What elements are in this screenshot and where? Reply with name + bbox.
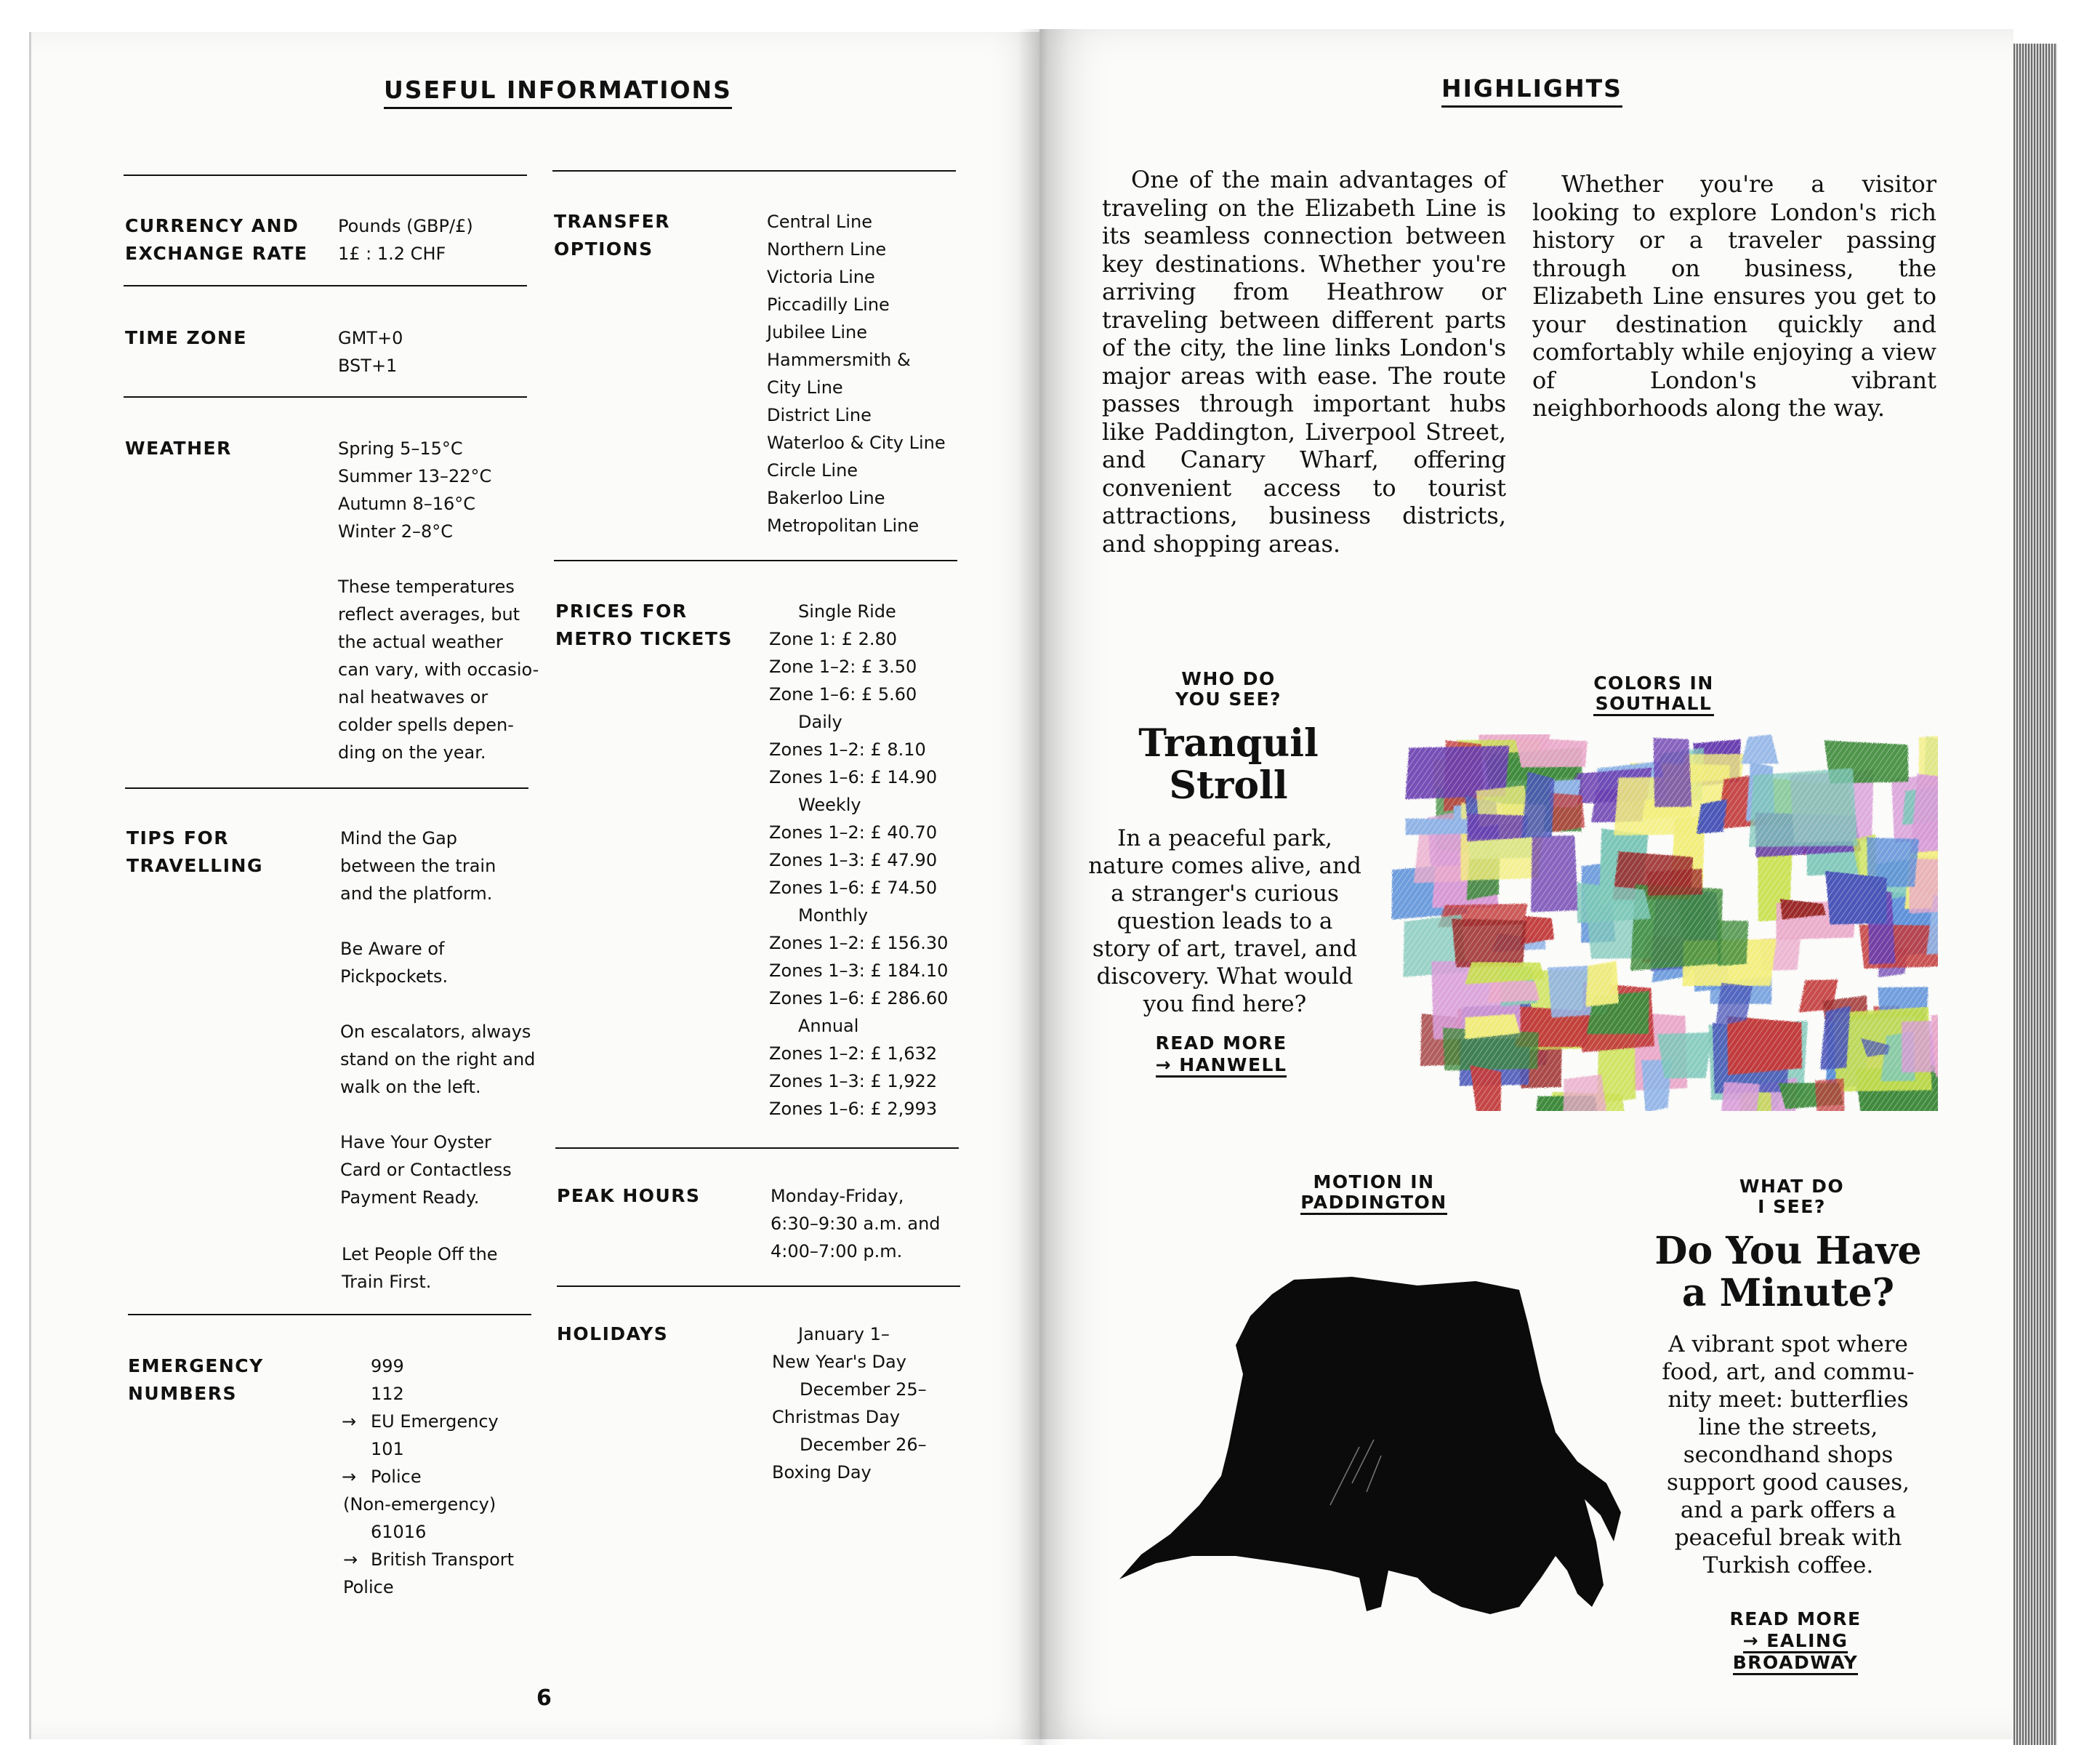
- prices-label: PRICES FOR METRO TICKETS: [555, 601, 733, 649]
- emergency-service: British Transport: [371, 1549, 515, 1570]
- emergency-label: EMERGENCY NUMBERS: [128, 1355, 264, 1404]
- tip-item: Be Aware of Pickpockets.: [340, 939, 448, 987]
- holiday-date: January 1–: [798, 1324, 890, 1344]
- divider: [124, 175, 527, 176]
- price-group-heading: Weekly: [798, 795, 861, 815]
- feature-kicker: WHAT DO I SEE?: [1739, 1176, 1845, 1217]
- list-item: Metropolitan Line: [767, 516, 920, 536]
- price-group-heading: Single Ride: [798, 601, 896, 622]
- feature-title: Tranquil Stroll: [1138, 721, 1319, 808]
- weather-value: Spring 5–15°C Summer 13–22°C Autumn 8–16°C Winter 2–8°C: [338, 438, 492, 542]
- list-item: Circle Line: [767, 460, 858, 481]
- list-item: Bakerloo Line: [767, 488, 885, 508]
- price-item: Zone 1–6: £ 5.60: [769, 684, 917, 705]
- divider: [124, 396, 527, 398]
- emergency-service: EU Emergency: [371, 1411, 499, 1432]
- book-spine: [1018, 29, 1069, 1745]
- list-item: District Line: [767, 405, 872, 425]
- divider: [128, 1314, 531, 1315]
- feature-kicker: WHO DO YOU SEE?: [1175, 668, 1282, 710]
- read-more-link[interactable]: [1134, 1032, 1308, 1076]
- peak-hours-value: Monday-Friday, 6:30–9:30 a.m. and 4:00–7:00 p.m.: [771, 1186, 941, 1261]
- image-caption-text: COLORS IN SOUTHALL: [1593, 673, 1714, 716]
- divider: [554, 560, 957, 561]
- list-item: Victoria Line: [767, 267, 875, 287]
- highlights-heading: HIGHLIGHTS: [1441, 74, 1622, 108]
- divider: [125, 787, 528, 789]
- arrow-right-icon: →: [342, 1467, 357, 1487]
- divider: [552, 170, 956, 172]
- list-item: Piccadilly Line: [767, 294, 890, 315]
- transfer-lines-list: [767, 208, 946, 539]
- price-item: Zones 1–2: £ 156.30: [769, 933, 949, 953]
- price-item: Zones 1–2: £ 40.70: [769, 822, 938, 843]
- intro-column-2: Whether you're a visitor looking to explore London's rich history or a traveler passing through on business, the Elizabeth Line ensures you get to your destination quickly and comfortably while enjoying a view of London's vibrant neighborhoods along the way.: [1532, 170, 1936, 422]
- divider: [555, 1147, 959, 1149]
- price-item: Zones 1–3: £ 184.10: [769, 960, 949, 981]
- transfer-label: TRANSFER OPTIONS: [554, 211, 670, 260]
- price-item: Zones 1–6: £ 2,993: [769, 1099, 938, 1119]
- list-item: Hammersmith &: [767, 350, 911, 370]
- divider: [557, 1285, 960, 1287]
- feature-title: Do You Have a Minute?: [1654, 1229, 1922, 1315]
- currency-label: CURRENCY AND EXCHANGE RATE: [125, 215, 308, 264]
- feature-text: A vibrant spot where food, art, and commu- nity meet: butterflies line the streets, secondhand shops support good causes, and a park offers a peaceful break with Turkish coffee.: [1662, 1331, 1915, 1579]
- emergency-service: (Non-emergency): [343, 1494, 496, 1515]
- holidays-label: HOLIDAYS: [557, 1323, 669, 1344]
- time-zone-label: TIME ZONE: [125, 327, 247, 348]
- ticket-prices-list: [769, 598, 948, 1123]
- arrow-right-icon: →: [343, 1549, 358, 1570]
- tips-label: TIPS FOR TRAVELLING: [126, 827, 263, 876]
- feature-text: In a peaceful park, nature comes alive, and a stranger's curious question leads to a story of art, travel, and discovery. What would you find here?: [1088, 825, 1361, 1017]
- divider: [124, 285, 527, 286]
- emergency-number: 999: [371, 1356, 404, 1376]
- page-number: 6: [536, 1685, 552, 1711]
- emergency-number: 112: [371, 1384, 404, 1404]
- currency-value: Pounds (GBP/£) 1£ : 1.2 CHF: [338, 216, 473, 264]
- price-item: Zones 1–3: £ 47.90: [769, 850, 938, 870]
- weather-note: These temperatures reflect averages, but the actual weather can vary, with occasio- nal heatwaves or colder spells depen- ding on the year.: [338, 577, 539, 763]
- useful-informations-heading: USEFUL INFORMATIONS: [384, 76, 732, 109]
- emergency-number: 101: [371, 1439, 404, 1459]
- peak-hours-label: PEAK HOURS: [557, 1185, 701, 1206]
- emergency-service: Police: [371, 1467, 422, 1487]
- time-zone-value: GMT+0 BST+1: [338, 328, 403, 376]
- read-more-label: READ MORE: [1729, 1608, 1862, 1629]
- holiday-date: December 26–: [800, 1435, 927, 1455]
- image-caption: [1287, 1172, 1461, 1215]
- tip-item: Have Your Oyster Card or Contactless Payment Ready.: [340, 1132, 512, 1208]
- price-item: Zones 1–6: £ 74.50: [769, 878, 938, 898]
- price-group-heading: Monthly: [798, 905, 869, 926]
- holiday-date: December 25–: [800, 1379, 927, 1400]
- holidays-list: [772, 1320, 927, 1486]
- price-group-heading: Daily: [798, 712, 842, 732]
- list-item: City Line: [767, 377, 843, 398]
- emergency-service: Police: [343, 1577, 394, 1597]
- price-item: Zones 1–2: £ 1,632: [769, 1043, 938, 1064]
- holiday-name: New Year's Day: [772, 1352, 906, 1372]
- image-caption: [1570, 673, 1737, 716]
- price-group-heading: Annual: [798, 1016, 859, 1036]
- ink-blot-image: [1112, 1265, 1636, 1643]
- price-item: Zones 1–2: £ 8.10: [769, 739, 926, 760]
- price-item: Zones 1–6: £ 14.90: [769, 767, 938, 787]
- intro-column-1: One of the main advantages of traveling on the Elizabeth Line is its seamless connection between key destinations. Whether you're arriving from Heathrow or traveling between different parts of the city, the line links London's major areas with ease. The route passes through important hubs like Paddington, Liverpool Street, and Canary Wharf, offering convenient access to tourist attractions, business districts, and shopping areas.: [1102, 166, 1506, 558]
- page-edges: [2013, 44, 2057, 1745]
- price-item: Zones 1–6: £ 286.60: [769, 988, 949, 1008]
- tip-item: On escalators, always stand on the right and walk on the left.: [340, 1022, 536, 1097]
- price-item: Zone 1: £ 2.80: [769, 629, 898, 649]
- tip-item: Let People Off the Train First.: [342, 1244, 498, 1292]
- emergency-number: 61016: [371, 1522, 427, 1542]
- list-item: Waterloo & City Line: [767, 433, 946, 453]
- image-caption-text: MOTION IN PADDINGTON: [1300, 1172, 1447, 1215]
- price-item: Zones 1–3: £ 1,922: [769, 1071, 938, 1091]
- price-item: Zone 1–2: £ 3.50: [769, 657, 917, 677]
- list-item: Northern Line: [767, 239, 887, 260]
- destination-link[interactable]: → HANWELL: [1156, 1054, 1287, 1078]
- read-more-link[interactable]: [1679, 1608, 1912, 1674]
- holiday-name: Christmas Day: [772, 1407, 901, 1427]
- arrow-right-icon: →: [342, 1411, 357, 1432]
- holiday-name: Boxing Day: [772, 1462, 872, 1483]
- read-more-label: READ MORE: [1155, 1032, 1287, 1054]
- list-item: Jubilee Line: [767, 322, 868, 342]
- list-item: Central Line: [767, 212, 873, 232]
- tip-item: Mind the Gap between the train and the platform.: [340, 828, 496, 904]
- destination-link[interactable]: → EALING BROADWAY: [1733, 1630, 1859, 1675]
- weather-label: WEATHER: [125, 438, 232, 459]
- crayon-artwork-image: [1388, 734, 1938, 1111]
